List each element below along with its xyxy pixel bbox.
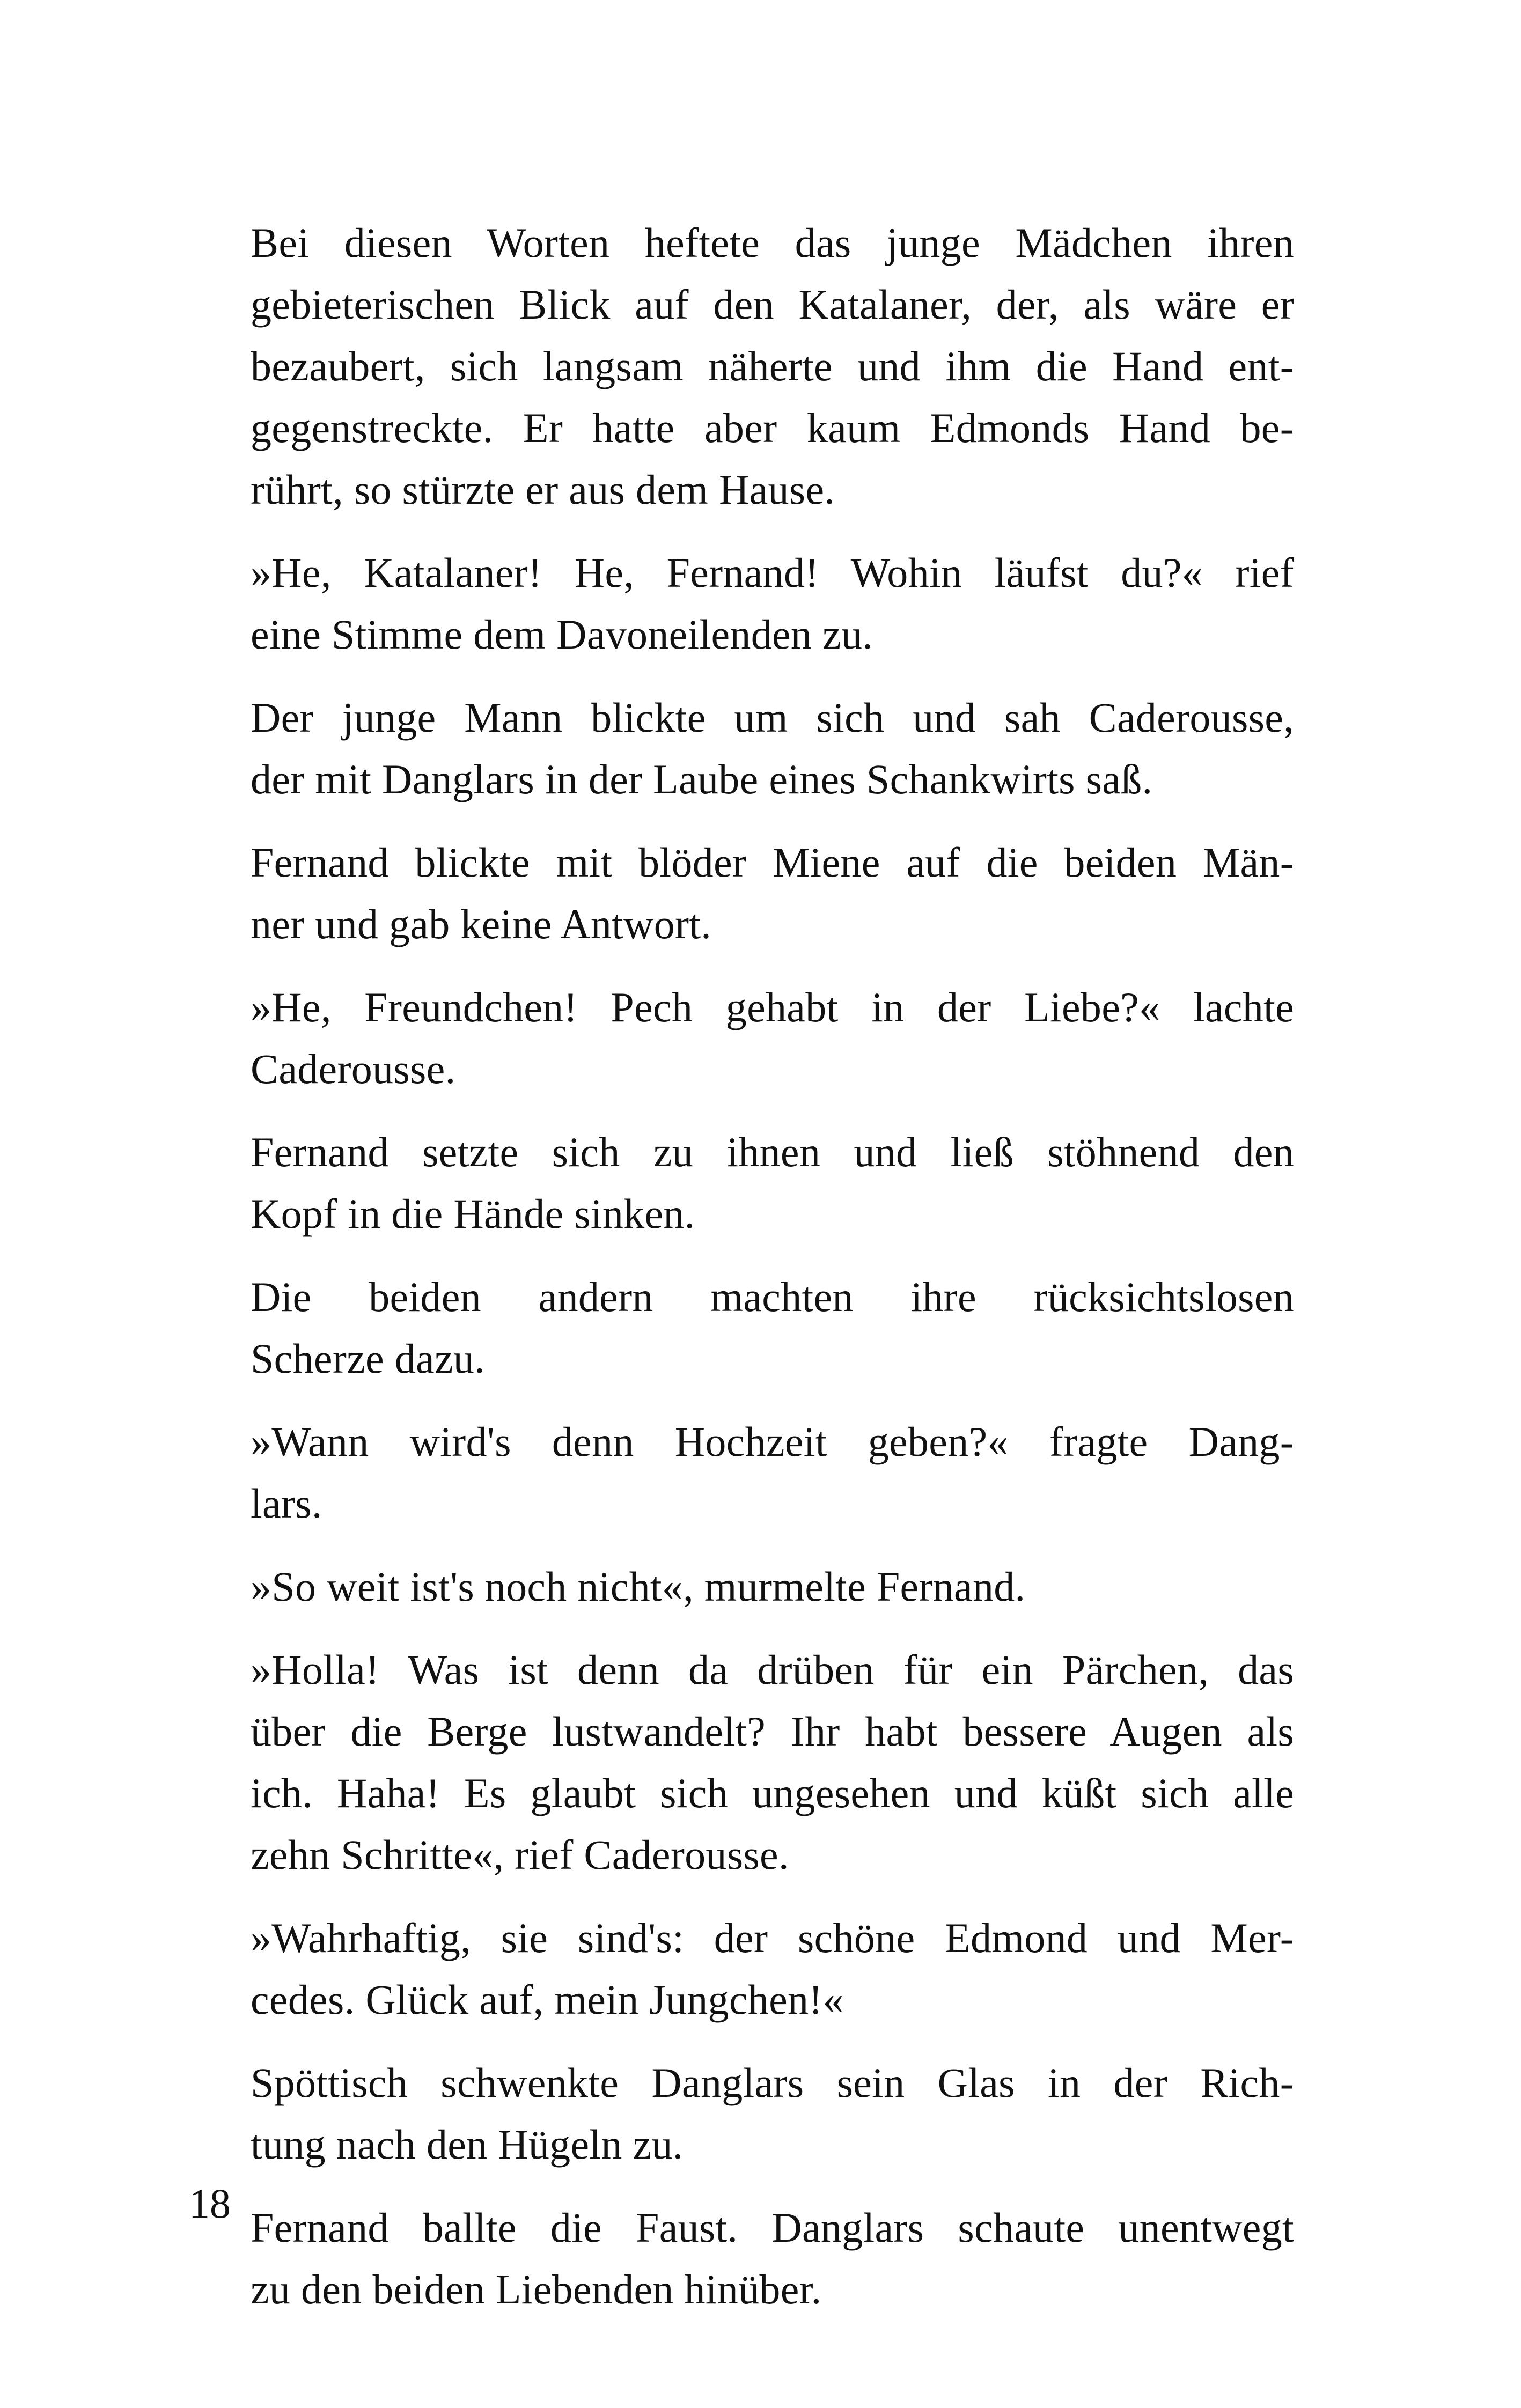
text-line: Scherze dazu. (251, 1335, 485, 1382)
body-text (189, 212, 1294, 2341)
text-line: lars. (251, 1480, 322, 1527)
text-line: Fernand setzte sich zu ihnen und ließ stöhnend den (251, 1129, 1294, 1175)
text-line: Fernand ballte die Faust. Danglars schaute unentwegt (251, 2204, 1294, 2251)
paragraph (189, 212, 1294, 520)
text-line: eine Stimme dem Davoneilenden zu. (251, 611, 873, 658)
page-number: 18 (189, 2180, 231, 2227)
paragraph (189, 2197, 1294, 2320)
text-line: Spöttisch schwenkte Danglars sein Glas in der Rich- (251, 2059, 1294, 2106)
paragraph (189, 1121, 1294, 1244)
paragraph (189, 831, 1294, 955)
text-line: Die beiden andern machten ihre rücksichtslosen (251, 1273, 1294, 1320)
text-line: cedes. Glück auf, mein Jungchen!« (251, 1976, 844, 2023)
text-line: Caderousse. (251, 1045, 456, 1092)
text-line: ich. Haha! Es glaubt sich ungesehen und küßt sich alle (251, 1770, 1294, 1816)
text-line: Kopf in die Hände sinken. (251, 1190, 695, 1237)
text-line: gebieterischen Blick auf den Katalaner, der, als wäre er (251, 281, 1294, 328)
text-line: ner und gab keine Antwort. (251, 901, 712, 947)
text-line: »He, Katalaner! He, Fernand! Wohin läufst du?« rief (251, 549, 1294, 596)
text-line: »Holla! Was ist denn da drüben für ein Pärchen, das (251, 1646, 1294, 1693)
text-line: zu den beiden Liebenden hinüber. (251, 2266, 822, 2313)
text-line: der mit Danglars in der Laube eines Schankwirts saß. (251, 756, 1153, 802)
text-line: über die Berge lustwandelt? Ihr habt bessere Augen als (251, 1708, 1294, 1755)
paragraph (189, 1639, 1294, 1886)
paragraph (189, 2052, 1294, 2175)
text-line: »Wahrhaftig, sie sind's: der schöne Edmond und Mer- (251, 1914, 1294, 1961)
text-line: »Wann wird's denn Hochzeit geben?« fragte Dang- (251, 1418, 1294, 1465)
text-line: Fernand blickte mit blöder Miene auf die beiden Män- (251, 839, 1294, 886)
paragraph (189, 687, 1294, 810)
text-line: gegenstreckte. Er hatte aber kaum Edmonds Hand be- (251, 404, 1294, 451)
text-line: bezaubert, sich langsam näherte und ihm die Hand ent- (251, 343, 1294, 389)
paragraph (189, 542, 1294, 665)
text-line: Der junge Mann blickte um sich und sah Caderousse, (251, 694, 1294, 741)
paragraph (189, 1556, 1294, 1617)
text-line: »So weit ist's noch nicht«, murmelte Fernand. (251, 1563, 1026, 1610)
text-line: zehn Schritte«, rief Caderousse. (251, 1831, 789, 1878)
text-line: rührt, so stürzte er aus dem Hause. (251, 466, 835, 513)
text-line: Bei diesen Worten heftete das junge Mädchen ihren (251, 219, 1294, 266)
paragraph (189, 1907, 1294, 2030)
paragraph (189, 1266, 1294, 1389)
paragraph (189, 976, 1294, 1100)
text-line: tung nach den Hügeln zu. (251, 2121, 684, 2168)
paragraph (189, 1411, 1294, 1534)
text-line: »He, Freundchen! Pech gehabt in der Liebe?« lachte (251, 984, 1294, 1030)
